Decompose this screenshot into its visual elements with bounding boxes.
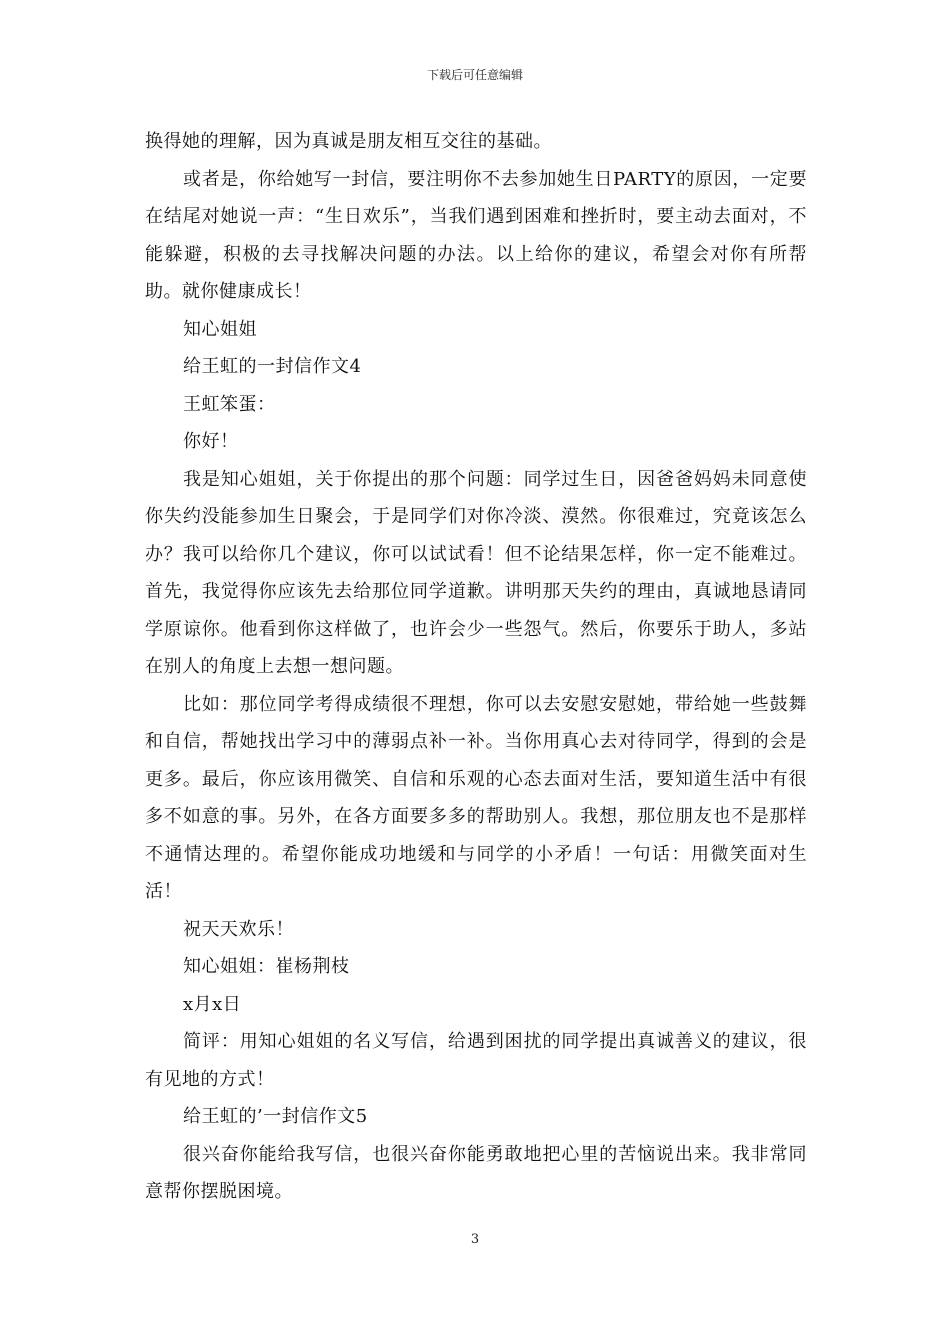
paragraph: 或者是，你给她写一封信，要注明你不去参加她生日PARTY的原因，一定要在结尾对她说一声：“生日欢乐”，当我们遇到困难和挫折时，要主动去面对，不能躲避，积极的去寻找解决问题的办法。以上给你的建议，希望会对你有所帮助。就你健康成长！ <box>145 168 807 302</box>
signature-line: 知心姐姐：崔杨荆枝 <box>183 956 350 977</box>
review-paragraph: 简评：用知心姐姐的名义写信，给遇到困扰的同学提出真诚善义的建议，很有见地的方式！ <box>145 1031 807 1090</box>
paragraph: 很兴奋你能给我写信，也很兴奋你能勇敢地把心里的苦恼说出来。我非常同意帮你摆脱困境。 <box>145 1143 807 1202</box>
page-header: 下载后可任意编辑 <box>426 68 523 82</box>
document-body <box>145 123 807 1211</box>
paragraph: 比如：那位同学考得成绩很不理想，你可以去安慰安慰她，带给她一些鼓舞和自信，帮她找出学习中的薄弱点补一补。当你用真心去对待同学，得到的会是更多。最后，你应该用微笑、自信和乐观的心态去面对生活，要知道生活中有很多不如意的事。另外，在各方面要多多的帮助别人。我想，那位朋友也不是那样不通情达理的。希望你能成功地缓和与同学的小矛盾！一句话：用微笑面对生活！ <box>145 693 807 902</box>
closing-line: 祝天天欢乐！ <box>183 918 294 940</box>
greeting: 你好！ <box>183 431 239 452</box>
page-number: 3 <box>470 1232 480 1247</box>
paragraph: 我是知心姐姐，关于你提出的那个问题：同学过生日，因爸爸妈妈未同意使你失约没能参加生日聚会，于是同学们对你冷淡、漠然。你很难过，究竟该怎么办？我可以给你几个建议，你可以试试看！但不论结果怎样，你一定不能难过。首先，我觉得你应该先去给那位同学道歉。讲明那天失约的理由，真诚地恳请同学原谅你。他看到你这样做了，也许会少一些怨气。然后，你要乐于助人，多站在别人的角度上去想一想问题。 <box>145 468 807 677</box>
date-line: x月x日 <box>183 993 242 1015</box>
paragraph: 换得她的理解，因为真诚是朋友相互交往的基础。 <box>145 131 552 152</box>
section-title: 给王虹的一封信作文4 <box>183 356 362 377</box>
salutation: 王虹笨蛋： <box>183 393 276 415</box>
signature-line: 知心姐姐 <box>183 318 257 340</box>
section-title: 给王虹的’一封信作文5 <box>183 1106 368 1127</box>
